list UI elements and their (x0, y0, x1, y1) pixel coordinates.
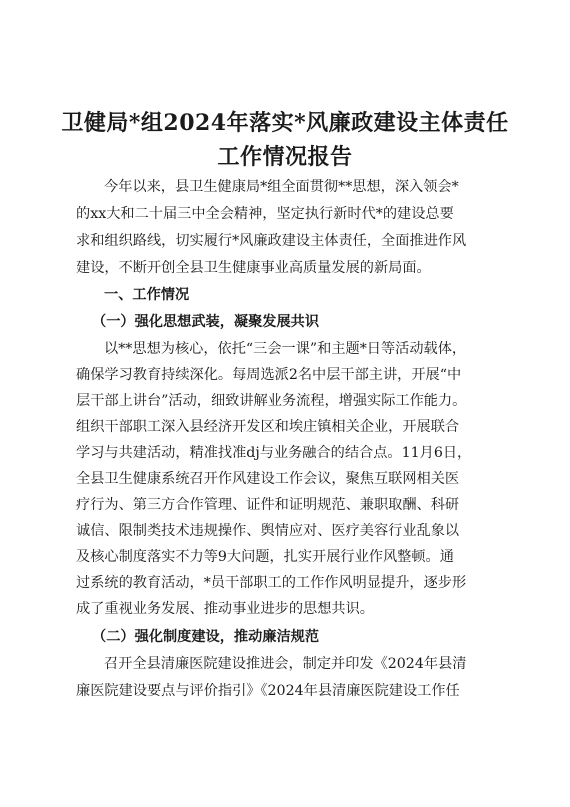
sub2-line-2: 廉医院建设要点与评价指引》《2024年县清廉医院建设工作任 (76, 683, 460, 699)
sub1-line-4: 组织干部职工深入县经济开发区和埃庄镇相关企业，开展联合 (76, 419, 460, 435)
sub1-line-8: 诚信、限制类技术违规操作、舆情应对、医疗美容行业乱象以 (76, 523, 460, 539)
sub1-line-7: 疗行为、第三方合作管理、证件和证明规范、兼职取酬、科研 (76, 497, 460, 513)
sub1-line-11: 成了重视业务发展、推动事业进步的思想共识。 (76, 601, 374, 617)
sub1-line-5: 学习与共建活动，精准找准dj与业务融合的结合点。11月6日， (76, 445, 472, 461)
sub1-line-3: 层干部上讲台”活动，细致讲解业务流程，增强实际工作能力。 (76, 393, 467, 409)
subsection-heading-1: （一）强化思想武装，凝聚发展共识 (92, 314, 320, 330)
intro-line-4: 建设，不断开创全县卫生健康事业高质量发展的新局面。 (76, 260, 431, 276)
subsection-heading-2: （二）强化制度建设，推动廉洁规范 (92, 629, 320, 645)
intro-line-3: 求和组织路线，切实履行*风廉政建设主体责任，全面推进作风 (76, 233, 467, 249)
section-heading-work-status: 一、工作情况 (104, 287, 190, 303)
sub2-line-1: 召开全县清廉医院建设推进会，制定并印发《2024年县清 (104, 656, 467, 672)
intro-line-1: 今年以来，县卫生健康局*组全面贯彻**思想，深入领会* (104, 179, 459, 195)
document-title-line-2: 工作情况报告 (217, 144, 353, 170)
sub1-line-10: 过系统的教育活动，*员干部职工的工作作风明显提升，逐步形 (76, 575, 467, 591)
intro-line-2: 的xx大和二十届三中全会精神，坚定执行新时代*的建设总要 (76, 206, 454, 222)
sub1-line-9: 及核心制度落实不力等9大问题，扎实开展行业作风整顿。通 (76, 549, 454, 565)
sub1-line-2: 确保学习教育持续深化。每周选派2名中层干部主讲，开展“中 (76, 367, 462, 383)
document-title-line-1: 卫健局*组2024年落实*风廉政建设主体责任 (61, 110, 509, 136)
sub1-line-6: 全县卫生健康系统召开作风建设工作会议，聚焦互联网相关医 (76, 471, 460, 487)
sub1-line-1: 以**思想为核心，依托“三会一课”和主题*日等活动载体， (104, 341, 467, 357)
